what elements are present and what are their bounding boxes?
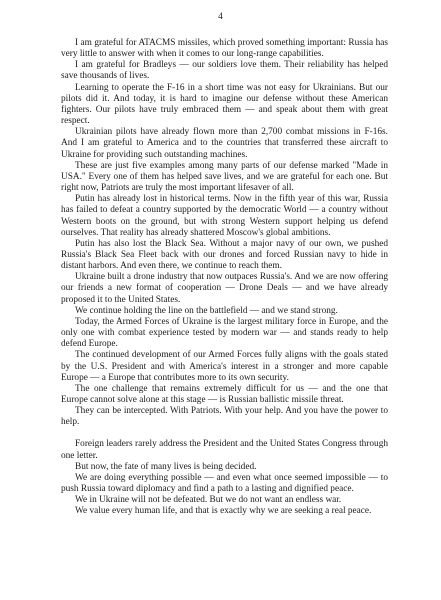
paragraph: But now, the fate of many lives is being decided. <box>75 461 257 472</box>
paragraph: These are just five examples among many parts of our defense marked "Made in USA." Every one of them has helped save lives, and we are grateful for each one. But right now, Patriots are truly the most important lifesaver of all. <box>61 160 388 194</box>
paragraph: Putin has already lost in historical terms. Now in the fifth year of this war, Russia has failed to defeat a country supported by the democratic World — a country without Western boots on the ground, but with strong Western support helping us defend ourselves. That reality has already shattered Moscow's global ambitions. <box>61 194 388 238</box>
paragraph: Putin has also lost the Black Sea. Without a major navy of our own, we pushed Russia's Black Sea Fleet back with our drones and forced Russian navy to hide in distant harbors. And even there, we continue to reach them. <box>61 238 388 272</box>
paragraph: I am grateful for Bradleys — our soldiers love them. Their reliability has helped save thousands of lives. <box>61 60 388 82</box>
paragraph: The one challenge that remains extremely difficult for us — and the one that Europe cannot solve alone at this stage — is Russian ballistic missile threat. <box>61 383 388 405</box>
paragraph: They can be intercepted. With Patriots. With your help. And you have the power to help. <box>61 406 388 428</box>
paragraph: Ukraine built a drone industry that now outpaces Russia's. And we are now offering our friends a new format of cooperation — Drone Deals — and we have already proposed it to the United States. <box>61 272 388 305</box>
letter-body <box>61 38 388 518</box>
paragraph: I am grateful for ATACMS missiles, which proved something important: Russia has very little to answer with when it comes to our long-range capabilities. <box>61 38 388 60</box>
paragraph: We are doing everything possible — and even what once seemed impossible — to push Russia toward diplomacy and find a path to a lasting and dignified peace. <box>61 472 388 495</box>
paragraph: Foreign leaders rarely address the President and the United States Congress through one letter. <box>61 439 388 461</box>
page-number: 4 <box>218 12 223 22</box>
paragraph: Today, the Armed Forces of Ukraine is the largest military force in Europe, and the only one with combat experience tested by modern war — and stands ready to help defend Europe. <box>61 316 388 350</box>
paragraph: We value every human life, and that is exactly why we are seeking a real peace. <box>75 506 372 517</box>
paragraph: Learning to operate the F-16 in a short time was not easy for Ukrainians. But our pilots did it. And today, it is hard to imagine our defense without these American fighters. Our pilots have truly embraced them — and speak about them with great respect. <box>61 82 388 127</box>
paragraph: We continue holding the line on the battlefield — and we stand strong. <box>75 305 338 316</box>
paragraph: Ukrainian pilots have already flown more than 2,700 combat missions in F-16s. And I am grateful to America and to the countries that transferred these aircraft to Ukraine for providing such outstanding machines. <box>61 127 388 160</box>
paragraph: The continued development of our Armed Forces fully aligns with the goals stated by the U.S. President and with America's interest in a stronger and more capable Europe — a Europe that contributes more to its own security. <box>61 350 388 383</box>
paragraph: We in Ukraine will not be defeated. But we do not want an endless war. <box>75 495 342 506</box>
